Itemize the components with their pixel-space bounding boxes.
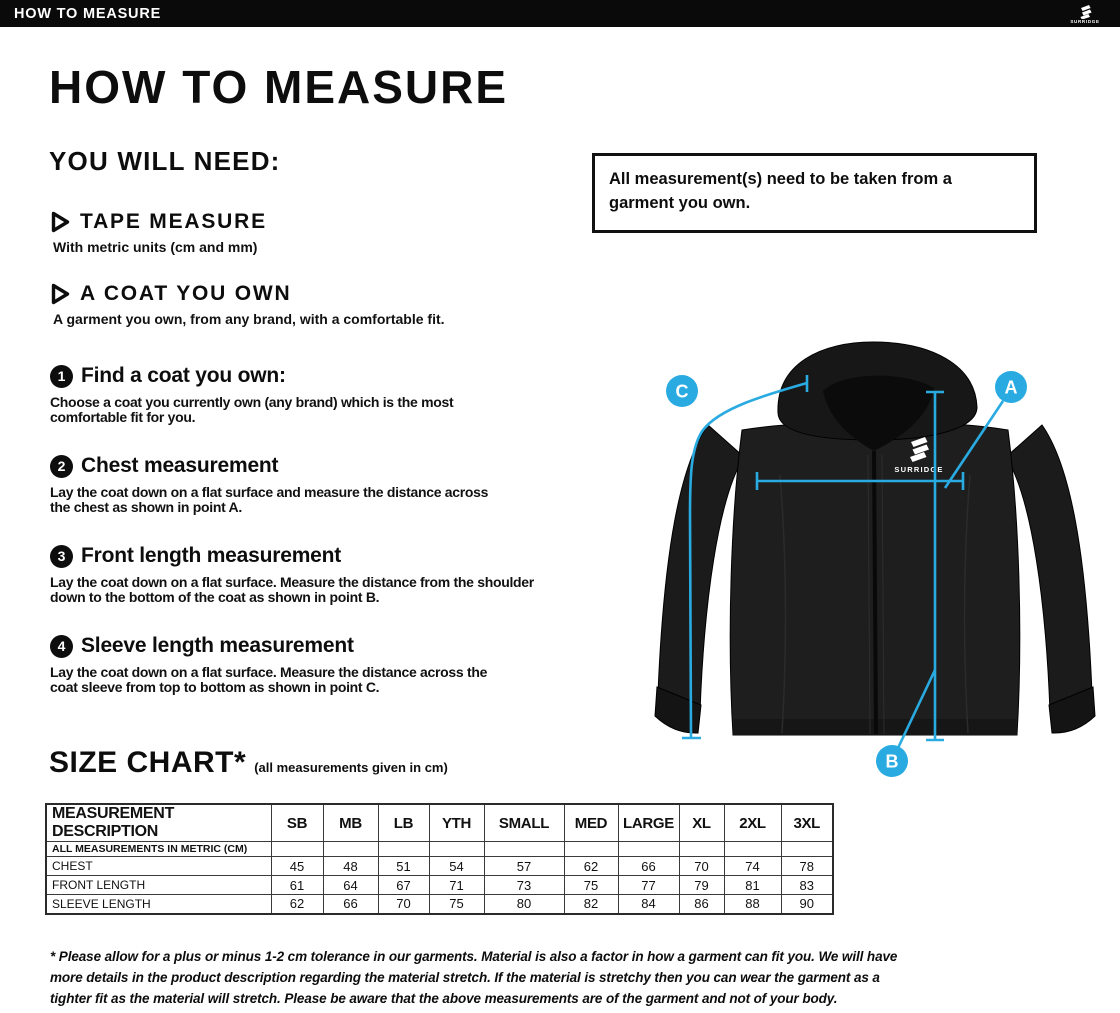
footnote-line: more details in the product description regarding the material stretch. If the material is stretchy then you can wear the garment as a [50, 970, 880, 985]
need-item-title: TAPE MEASURE [80, 210, 267, 233]
need-item-title: A COAT YOU OWN [80, 282, 292, 305]
play-arrow-icon [50, 283, 71, 305]
topbar-title: HOW TO MEASURE [14, 5, 162, 22]
cell: 75 [429, 895, 484, 914]
need-item-tape-measure [50, 210, 267, 255]
jacket-illustration [630, 335, 1120, 805]
step-title: Sleeve length measurement [81, 634, 354, 657]
step-title: Find a coat you own: [81, 364, 286, 387]
col-header: SB [271, 804, 323, 842]
cell: 62 [564, 857, 618, 876]
cell: 88 [724, 895, 781, 914]
footnote [50, 946, 1115, 1009]
size-chart-subheading: (all measurements given in cm) [254, 760, 448, 775]
row-label: FRONT LENGTH [46, 876, 271, 895]
cell: 77 [618, 876, 679, 895]
col-header: MED [564, 804, 618, 842]
footnote-line: tighter fit as the material will stretch. Please be aware that the above measurements are of the garment and not of your body. [50, 991, 838, 1006]
step-desc-line: comfortable fit for you. [50, 409, 196, 425]
label-a: A [1004, 377, 1018, 398]
cell: 66 [618, 857, 679, 876]
cell: 80 [484, 895, 564, 914]
step-desc-line: Lay the coat down on a flat surface. Measure the distance across the [50, 664, 488, 680]
footnote-line: * Please allow for a plus or minus 1-2 cm tolerance in our garments. Material is also a factor in how a garment can fit you. We will have [50, 949, 898, 964]
note-box [592, 153, 1037, 233]
surridge-s-icon [1075, 4, 1095, 19]
step-number-badge: 3 [50, 545, 73, 568]
col-header: MEASUREMENT DESCRIPTION [46, 804, 271, 842]
col-header: MB [323, 804, 378, 842]
surridge-logo [1062, 1, 1108, 26]
step-desc-line: down to the bottom of the coat as shown in point B. [50, 589, 380, 605]
col-header: SMALL [484, 804, 564, 842]
cell: 51 [378, 857, 429, 876]
step-desc-line: the chest as shown in point A. [50, 499, 242, 515]
page-title: HOW TO MEASURE [49, 61, 509, 113]
step-title: Chest measurement [81, 454, 279, 477]
label-b: B [885, 751, 899, 772]
need-item-desc: With metric units (cm and mm) [53, 239, 258, 255]
col-header: 2XL [724, 804, 781, 842]
row-label: CHEST [46, 857, 271, 876]
cell: 62 [271, 895, 323, 914]
chest-brand-text: SURRIDGE [894, 465, 944, 474]
cell: 66 [323, 895, 378, 914]
table-row [46, 876, 833, 895]
size-chart-table [45, 803, 834, 915]
table-header-row [46, 804, 833, 842]
cell: 81 [724, 876, 781, 895]
need-item-coat [50, 282, 445, 327]
step-number-badge: 4 [50, 635, 73, 658]
cell: 61 [271, 876, 323, 895]
label-c: C [675, 381, 689, 402]
table-metric-row [46, 842, 833, 857]
cell: 74 [724, 857, 781, 876]
cell: 75 [564, 876, 618, 895]
cell: 57 [484, 857, 564, 876]
cell: 82 [564, 895, 618, 914]
step-1-find-coat [50, 364, 690, 425]
cell: 86 [679, 895, 724, 914]
step-title: Front length measurement [81, 544, 342, 567]
need-item-desc: A garment you own, from any brand, with a comfortable fit. [53, 311, 445, 327]
jacket-diagram [630, 335, 1120, 805]
cell: 83 [781, 876, 833, 895]
step-4-sleeve-length [50, 634, 690, 695]
note-line: All measurement(s) need to be taken from a [609, 170, 952, 188]
cell: 54 [429, 857, 484, 876]
step-number-badge: 1 [50, 365, 73, 388]
surridge-logo-text: SURRIDGE [1070, 18, 1100, 24]
col-header: YTH [429, 804, 484, 842]
cell: 64 [323, 876, 378, 895]
cell: 70 [378, 895, 429, 914]
col-header: LARGE [618, 804, 679, 842]
step-2-chest [50, 454, 690, 515]
size-chart-title: SIZE CHART* [49, 746, 247, 779]
cell: 70 [679, 857, 724, 876]
metric-note: ALL MEASUREMENTS IN METRIC (CM) [46, 842, 271, 857]
col-header: XL [679, 804, 724, 842]
you-will-need-heading: YOU WILL NEED: [49, 146, 281, 176]
cell: 45 [271, 857, 323, 876]
step-desc-line: coat sleeve from top to bottom as shown in point C. [50, 679, 380, 695]
note-line: garment you own. [609, 194, 751, 212]
step-desc-line: Lay the coat down on a flat surface and measure the distance across [50, 484, 489, 500]
step-desc-line: Choose a coat you currently own (any brand) which is the most [50, 394, 454, 410]
cell: 71 [429, 876, 484, 895]
step-desc-line: Lay the coat down on a flat surface. Measure the distance from the shoulder [50, 574, 534, 590]
cell: 48 [323, 857, 378, 876]
table-row [46, 895, 833, 914]
cell: 90 [781, 895, 833, 914]
size-chart-heading [49, 746, 448, 780]
cell: 84 [618, 895, 679, 914]
cell: 73 [484, 876, 564, 895]
col-header: LB [378, 804, 429, 842]
cell: 78 [781, 857, 833, 876]
top-bar [0, 0, 1120, 27]
play-arrow-icon [50, 211, 71, 233]
cell: 79 [679, 876, 724, 895]
cell: 67 [378, 876, 429, 895]
col-header: 3XL [781, 804, 833, 842]
row-label: SLEEVE LENGTH [46, 895, 271, 914]
table-row [46, 857, 833, 876]
step-number-badge: 2 [50, 455, 73, 478]
step-3-front-length [50, 544, 690, 605]
